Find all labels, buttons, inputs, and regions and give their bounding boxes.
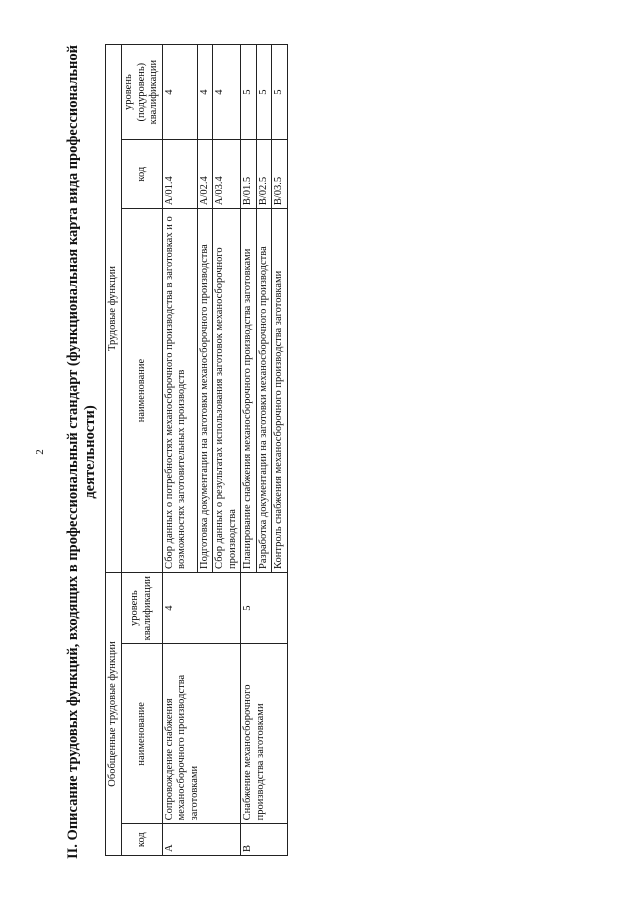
- function-code-cell: B/03.5: [272, 140, 288, 209]
- function-name-cell: Контроль снабжения механосборочного производства заготовками: [272, 209, 288, 573]
- functional-map-table: [105, 44, 288, 856]
- function-name-cell: Сбор данных о результатах использования заготовок механосборочного производства: [213, 209, 241, 573]
- col-level-header: уровень квалификации: [122, 572, 163, 643]
- function-code-cell: B/01.5: [241, 140, 257, 209]
- col-tf-level-header: уровень (подуровень) квалификации: [122, 45, 163, 140]
- generalized-functions-header: Обобщенные трудовые функции: [106, 572, 122, 855]
- col-name-header: наименование: [122, 644, 163, 824]
- col-tf-name-header: наименование: [122, 209, 163, 573]
- group-level-cell: 4: [162, 572, 241, 643]
- function-level-cell: 5: [241, 45, 257, 140]
- function-code-cell: B/02.5: [256, 140, 272, 209]
- function-code-cell: A/02.4: [197, 140, 213, 209]
- function-level-cell: 4: [197, 45, 213, 140]
- group-name-cell: Сопровождение снабжения механосборочного производства заготовками: [162, 644, 241, 824]
- rotated-page-content: [55, 42, 365, 862]
- group-level-cell: 5: [241, 572, 288, 643]
- table-row: [162, 45, 197, 856]
- function-level-cell: 5: [272, 45, 288, 140]
- section-title: II. Описание трудовых функций, входящих в профессиональный стандарт (функциональная карта вида профессиональной деятельности): [65, 45, 98, 859]
- group-name-cell: Снабжение механосборочного производства заготовками: [241, 644, 288, 824]
- function-name-cell: Подготовка документации на заготовки механосборочного производства: [197, 209, 213, 573]
- function-name-cell: Сбор данных о потребностях механосборочного производства в заготовках и о возможностях заготовительных производств: [162, 209, 197, 573]
- function-code-cell: A/03.4: [213, 140, 241, 209]
- function-name-cell: Планирование снабжения механосборочного производства заготовками: [241, 209, 257, 573]
- labor-functions-header: Трудовые функции: [106, 45, 122, 573]
- function-level-cell: 4: [213, 45, 241, 140]
- page-number: 2: [34, 449, 46, 455]
- function-level-cell: 4: [162, 45, 197, 140]
- col-code-header: код: [122, 824, 163, 856]
- group-code-cell: B: [241, 824, 288, 856]
- function-level-cell: 5: [256, 45, 272, 140]
- group-code-cell: A: [162, 824, 241, 856]
- table-row: [241, 45, 257, 856]
- function-name-cell: Разработка документации на заготовки механосборочного производства: [256, 209, 272, 573]
- col-tf-code-header: код: [122, 140, 163, 209]
- function-code-cell: A/01.4: [162, 140, 197, 209]
